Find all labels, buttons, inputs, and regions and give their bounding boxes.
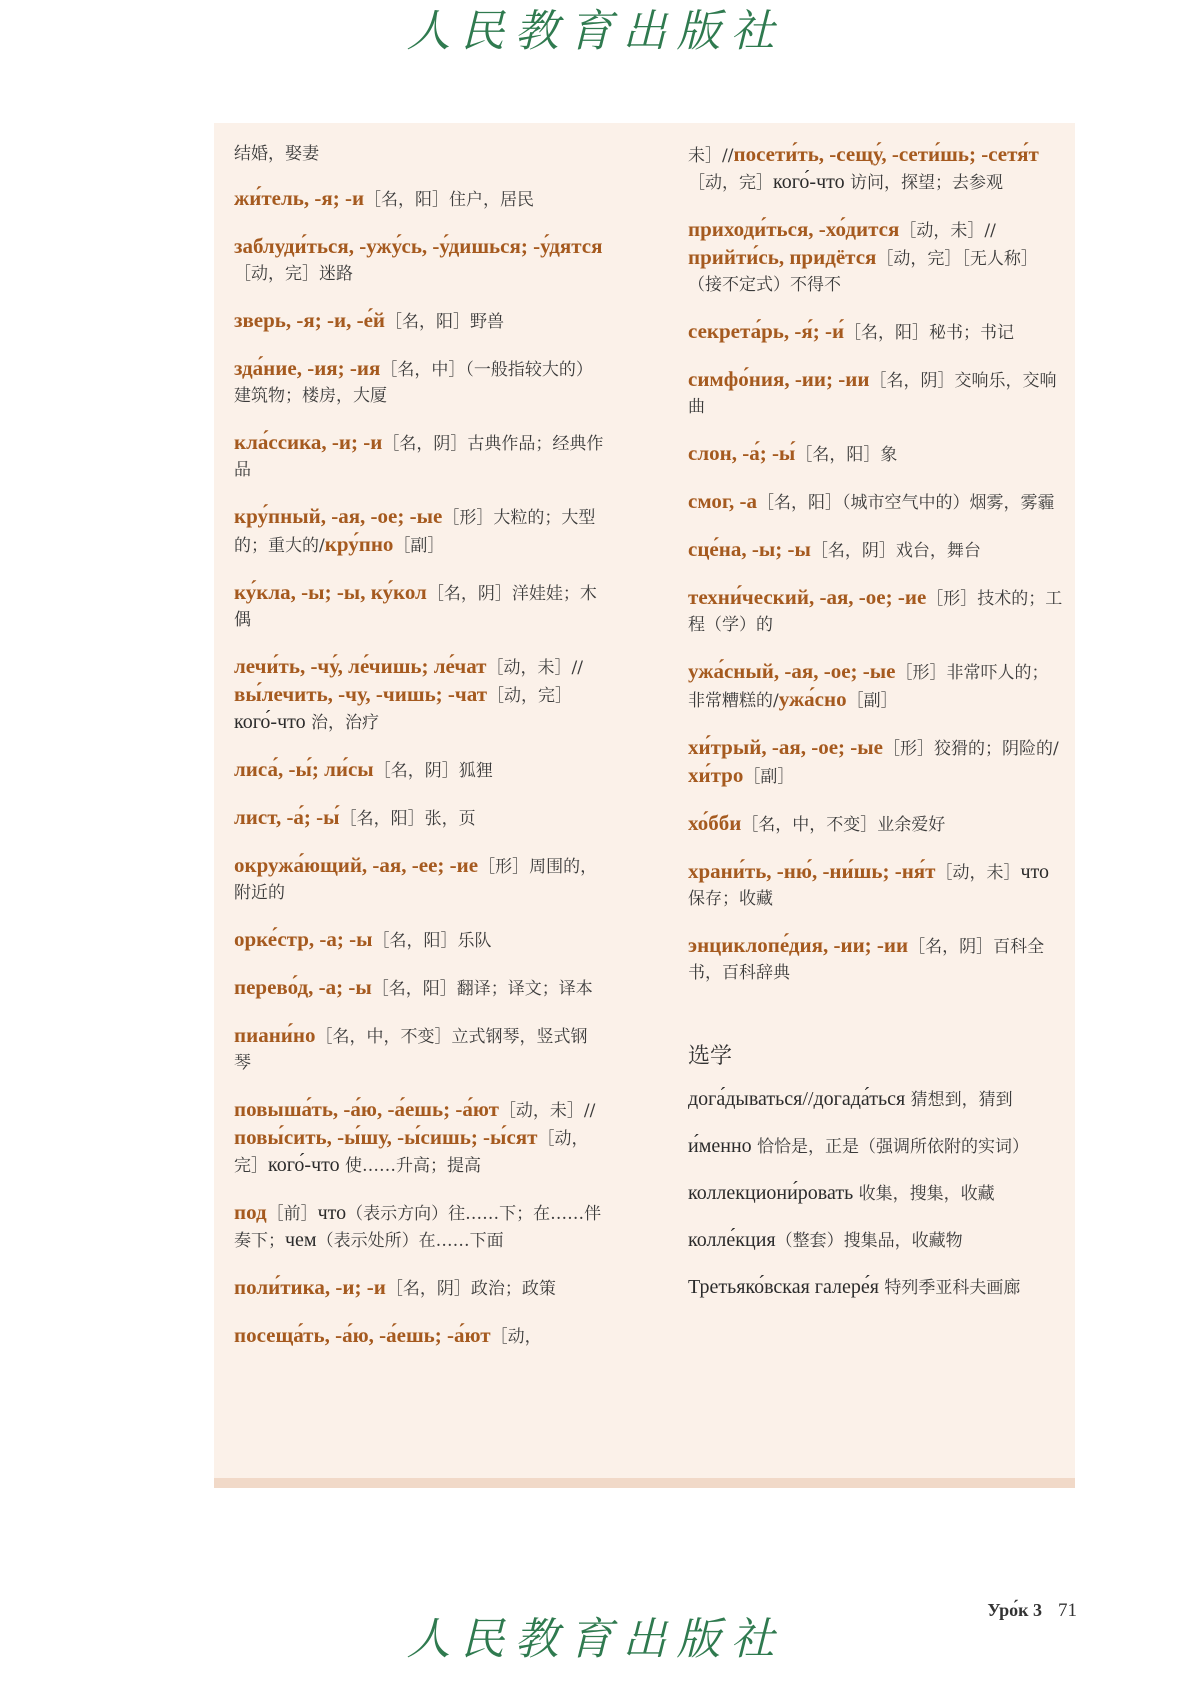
vocab-entry [688, 658, 1063, 714]
vocab-entry [688, 1274, 1063, 1301]
headword: жи́тель, -я; -и [234, 186, 365, 210]
headword: лиса́, -ы́; ли́сы [234, 757, 374, 781]
vocabulary-panel [214, 123, 1075, 1488]
vocab-entry [234, 804, 604, 832]
headword: под [234, 1200, 267, 1224]
headword: сце́на, -ы; -ы [688, 537, 811, 561]
headword: поли́тика, -и; -и [234, 1275, 386, 1299]
vocab-entry [234, 355, 604, 409]
gloss-text: ［动，完］ [688, 173, 773, 193]
vocab-entry [688, 141, 1063, 196]
headword: кла́ссика, -и; -и [234, 430, 383, 454]
publisher-logo-bottom: 人民教育出版社 [406, 1614, 785, 1665]
gloss-text: ［动，完］ [487, 686, 573, 706]
gloss-text: ［形］非常吓人的；非常糟糕的/ [688, 663, 1049, 711]
gloss-text: （表示方向）往……下；在……伴奏下； [234, 1204, 602, 1251]
headword: повы́сить, -ы́шу, -ы́сишь; -ы́сят [234, 1125, 538, 1149]
gloss-text: ［形］周围的，附近的 [234, 857, 598, 903]
russian-text: кого́-что [234, 711, 306, 733]
vocab-entry [234, 926, 604, 954]
gloss-text: ［名，阴］洋娃娃；木偶 [234, 584, 597, 630]
vocab-entry [688, 216, 1063, 298]
gloss-text: ［名，阴］交响乐，交响曲 [688, 371, 1057, 417]
vocab-entry [234, 756, 604, 784]
gloss-text: ［副］ [743, 767, 795, 787]
gloss-text: ［动，未］ [935, 863, 1021, 883]
russian-text: чем [285, 1229, 317, 1251]
optional-section-title: 选学 [688, 1044, 733, 1069]
gloss-text: ［动，完］［无人称］（接不定式）不得不 [688, 249, 1038, 295]
gloss-text: ［名，中］（一般指较大的）建筑物；楼房，大厦 [234, 360, 593, 406]
vocab-entry [234, 579, 604, 633]
headword: ку́кла, -ы; -ы, ку́кол [234, 580, 427, 604]
gloss-text: ［动， [490, 1327, 542, 1347]
headword: зверь, -я; -и, -е́й [234, 308, 385, 332]
vocab-entry [234, 852, 604, 906]
headword: энциклопе́дия, -ии; -ии [688, 933, 909, 957]
gloss-text: （整套）搜集品，收藏物 [775, 1231, 963, 1251]
russian-text: что [1020, 861, 1050, 883]
vocab-entry [234, 974, 604, 1002]
vocab-entry [688, 932, 1063, 986]
vocab-entry [234, 185, 604, 213]
gloss-text: ［动，未］// [899, 221, 996, 241]
vocab-entry [234, 1322, 604, 1350]
gloss-text: ［副］ [846, 691, 898, 711]
gloss-text: ［名，中，不变］业余爱好 [741, 815, 946, 835]
headword: перево́д, -а; -ы [234, 975, 372, 999]
vocab-entry [234, 233, 604, 287]
gloss-text: ［名，阴］古典作品；经典作品 [234, 434, 604, 480]
gloss-text: ［名，阳］乐队 [372, 931, 492, 951]
headword: посети́ть, -сещу́, -сети́шь; -сетя́т [733, 142, 1039, 166]
vocab-entry [688, 734, 1063, 790]
gloss-text: 未］// [688, 146, 734, 166]
vocab-entry [688, 366, 1063, 420]
gloss-text: ［形］大粒的；大型的；重大的/ [234, 508, 596, 556]
vocab-entry [234, 307, 604, 335]
publisher-logo-top: 人民教育出版社 [406, 6, 785, 57]
gloss-text: 访问，探望；去参观 [844, 173, 1004, 193]
headword: кру́пно [324, 532, 394, 556]
headword: лечи́ть, -чу́, ле́чишь; ле́чат [234, 654, 487, 678]
gloss-text: ［前］ [266, 1204, 318, 1224]
headword: хи́тро [688, 763, 744, 787]
gloss-text: 治，治疗 [305, 713, 380, 733]
left-column [234, 141, 604, 1370]
vocab-entry [234, 1096, 604, 1179]
vocab-entry [234, 653, 604, 736]
headword: хо́бби [688, 811, 742, 835]
russian-text: дога́дываться//догада́ться [688, 1088, 906, 1110]
gloss-text: ［动，未］// [498, 1101, 596, 1121]
headword: симфо́ния, -ии; -ии [688, 367, 870, 391]
headword: ужа́сно [778, 687, 847, 711]
gloss-text: ［动，未］// [486, 658, 583, 678]
gloss-text: 猜想到，猜到 [905, 1090, 1013, 1110]
vocab-entry [234, 429, 604, 483]
gloss-text: ［名，阳］野兽 [385, 312, 504, 332]
headword: храни́ть, -ню́, -ни́шь; -ня́т [688, 859, 936, 883]
vocab-entry [234, 1022, 604, 1076]
page-number: 71 [1058, 1600, 1077, 1621]
optional-entries [688, 1086, 1063, 1301]
headword: слон, -а́; -ы́ [688, 441, 796, 465]
gloss-text: ［名，阴］戏台，舞台 [810, 541, 981, 561]
vocab-entry [688, 858, 1063, 912]
gloss-text: 恰恰是，正是（强调所依附的实词） [751, 1137, 1030, 1157]
vocab-entry [688, 1227, 1063, 1254]
right-column [688, 141, 1063, 1321]
headword: заблуди́ться, -ужу́сь, -у́дишься; -у́дятся [234, 234, 603, 258]
vocab-entry [234, 1274, 604, 1302]
gloss-text: ［名，阴］狐狸 [373, 761, 493, 781]
russian-text: коллекциони́ровать [688, 1182, 854, 1204]
vocab-entry [688, 318, 1063, 346]
gloss-text: ［名，阳］张，页 [339, 809, 476, 829]
vocab-entry [688, 810, 1063, 838]
gloss-text: ［名，阳］翻译；译文；译本 [371, 979, 593, 999]
vocab-entry [234, 503, 604, 559]
right-entries [688, 141, 1063, 986]
headword: приходи́ться, -хо́дится [688, 217, 900, 241]
gloss-text: ［名，阳］住户，居民 [364, 190, 535, 210]
headword: вы́лечить, -чу, -чишь; -чат [234, 682, 488, 706]
vocab-entry [688, 488, 1063, 516]
headword: прийти́сь, придётся [688, 245, 877, 269]
gloss-text: ［动，完］ [234, 1129, 589, 1176]
gloss-text: ［名，阳］秘书；书记 [844, 323, 1015, 343]
vocab-entry [234, 141, 604, 167]
gloss-text: ［名，阳］（城市空气中的）烟雾，雾霾 [757, 493, 1055, 513]
headword: повыша́ть, -а́ю, -а́ешь; -а́ют [234, 1097, 499, 1121]
gloss-text: ［形］狡猾的；阴险的/ [882, 739, 1059, 759]
gloss-text: ［动，完］迷路 [234, 264, 353, 284]
gloss-text: 保存；收藏 [688, 889, 773, 909]
gloss-text: ［名，中，不变］立式钢琴，竖式钢琴 [234, 1027, 588, 1073]
lesson-label: Уро́к 3 [987, 1600, 1042, 1620]
russian-text: Третьяко́вская галере́я [688, 1276, 879, 1298]
headword: хи́трый, -ая, -ое; -ые [688, 735, 883, 759]
gloss-text: ［形］技术的；工程（学）的 [688, 589, 1063, 635]
gloss-text: ［副］ [393, 536, 445, 556]
headword: смог, -а [688, 489, 758, 513]
headword: пиани́но [234, 1023, 316, 1047]
russian-text: что [317, 1202, 347, 1224]
russian-text: колле́кция [688, 1229, 776, 1251]
headword: окружа́ющий, -ая, -ее; -ие [234, 853, 479, 877]
gloss-text: （表示处所）在……下面 [316, 1231, 504, 1251]
russian-text: кого́-что [773, 171, 845, 193]
russian-text: кого́-что [268, 1154, 340, 1176]
headword: секрета́рь, -я́; -и́ [688, 319, 845, 343]
gloss-text: ［名，阴］百科全书，百科辞典 [688, 937, 1045, 983]
headword: посеща́ть, -а́ю, -а́ешь; -а́ют [234, 1323, 491, 1347]
headword: кру́пный, -ая, -ое; -ые [234, 504, 443, 528]
headword: орке́стр, -а; -ы [234, 927, 373, 951]
russian-text: и́менно [688, 1135, 752, 1157]
gloss-text: 结婚，娶妻 [234, 144, 319, 164]
headword: зда́ние, -ия; -ия [234, 356, 381, 380]
gloss-text: 特列季亚科夫画廊 [878, 1278, 1021, 1298]
vocab-entry [234, 1199, 604, 1254]
gloss-text: 使……升高；提高 [339, 1156, 482, 1176]
vocab-entry [688, 536, 1063, 564]
headword: лист, -а́; -ы́ [234, 805, 340, 829]
vocab-entry [688, 1086, 1063, 1113]
vocab-entry [688, 1133, 1063, 1160]
vocab-entry [688, 440, 1063, 468]
gloss-text: ［名，阴］政治；政策 [385, 1279, 556, 1299]
gloss-text: ［名，阳］象 [795, 445, 898, 465]
headword: ужа́сный, -ая, -ое; -ые [688, 659, 896, 683]
vocab-entry [688, 584, 1063, 638]
vocab-entry [688, 1180, 1063, 1207]
gloss-text: 收集，搜集，收藏 [853, 1184, 995, 1204]
headword: техни́ческий, -ая, -ое; -ие [688, 585, 927, 609]
